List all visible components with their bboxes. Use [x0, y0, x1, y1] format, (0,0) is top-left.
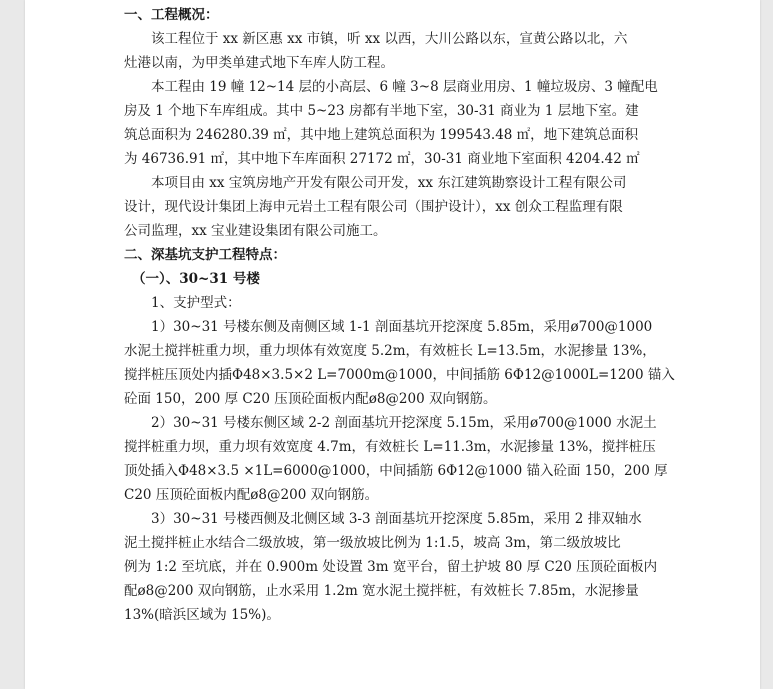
paragraph-line: 配ø8@200 双向钢筋，止水采用 1.2m 宽水泥土搅拌桩，有效桩长 7.85m，水泥掺量 — [124, 583, 639, 599]
paragraph-line: 灶港以南，为甲类单建式地下车库人防工程。 — [124, 55, 394, 71]
paragraph-line: 本项目由 xx 宝筑房地产开发有限公司开发，xx 东江建筑勘察设计工程有限公司 — [151, 175, 627, 191]
paragraph-line: 砼面 150，200 厚 C20 压顶砼面板内配ø8@200 双向钢筋。 — [124, 391, 497, 407]
document-body — [124, 3, 684, 627]
paragraph-line: 本工程由 19 幢 12~14 层的小高层、6 幢 3~8 层商业用房、1 幢垃圾房、3 幢配电 — [151, 79, 658, 95]
paragraph-line: 顶处插入Φ48×3.5 ×1L=6000@1000，中间插筋 6Φ12@1000 锚入砼面 150，200 厚 — [124, 463, 668, 479]
section-heading: （一）、30~31 号楼 — [132, 271, 260, 287]
paragraph-line: 房及 1 个地下车库组成。其中 5~23 房都有半地下室，30-31 商业为 1 层地下室。建 — [124, 103, 639, 119]
paragraph-line: 设计，现代设计集团上海申元岩土工程有限公司（围护设计），xx 创众工程监理有限 — [124, 199, 623, 215]
paragraph-line: 搅拌桩压顶处内插Φ48×3.5×2 L=7000m@1000，中间插筋 6Φ12@1000L=1200 锚入 — [124, 367, 675, 383]
document-page — [25, 0, 760, 689]
paragraph-line: 1）30~31 号楼东侧及南侧区域 1-1 剖面基坑开挖深度 5.85m，采用ø700@1000 — [151, 319, 653, 335]
paragraph-line: 水泥土搅拌桩重力坝，重力坝体有效宽度 5.2m，有效桩长 L=13.5m，水泥掺量 13%， — [124, 343, 656, 359]
paragraph-line: 13%(暗浜区域为 15%)。 — [124, 607, 280, 623]
paragraph-line: 为 46736.91 ㎡，其中地下车库面积 27172 ㎡，30-31 商业地下室面积 4204.42 ㎡ — [124, 151, 640, 167]
paragraph-line: 公司监理，xx 宝业建设集团有限公司施工。 — [124, 223, 387, 239]
section-heading: 一、工程概况： — [124, 7, 219, 23]
paragraph-line: 例为 1:2 至坑底，并在 0.900m 处设置 3m 宽平台，留土护坡 80 厚 C20 压顶砼面板内 — [124, 559, 658, 575]
paragraph-line: 筑总面积为 246280.39 ㎡，其中地上建筑总面积为 199543.48 ㎡，地下建筑总面积 — [124, 127, 639, 143]
paragraph-line: 泥土搅拌桩止水结合二级放坡，第一级放坡比例为 1:1.5，坡高 3m，第二级放坡比 — [124, 535, 621, 551]
section-heading: 二、深基坑支护工程特点： — [124, 247, 286, 263]
paragraph-line: C20 压顶砼面板内配ø8@200 双向钢筋。 — [124, 487, 379, 503]
paragraph-line: 搅拌桩重力坝，重力坝有效宽度 4.7m，有效桩长 L=11.3m，水泥掺量 13%，搅拌桩压 — [124, 439, 656, 455]
paragraph-line: 2）30~31 号楼东侧区域 2-2 剖面基坑开挖深度 5.15m，采用ø700@1000 水泥土 — [151, 415, 657, 431]
paragraph-line: 1、支护型式： — [151, 295, 241, 311]
paragraph-line: 该工程位于 xx 新区惠 xx 市镇，听 xx 以西，大川公路以东，宣黄公路以北，六 — [151, 31, 628, 47]
paragraph-line: 3）30~31 号楼西侧及北侧区域 3-3 剖面基坑开挖深度 5.85m，采用 2 排双轴水 — [151, 511, 642, 527]
